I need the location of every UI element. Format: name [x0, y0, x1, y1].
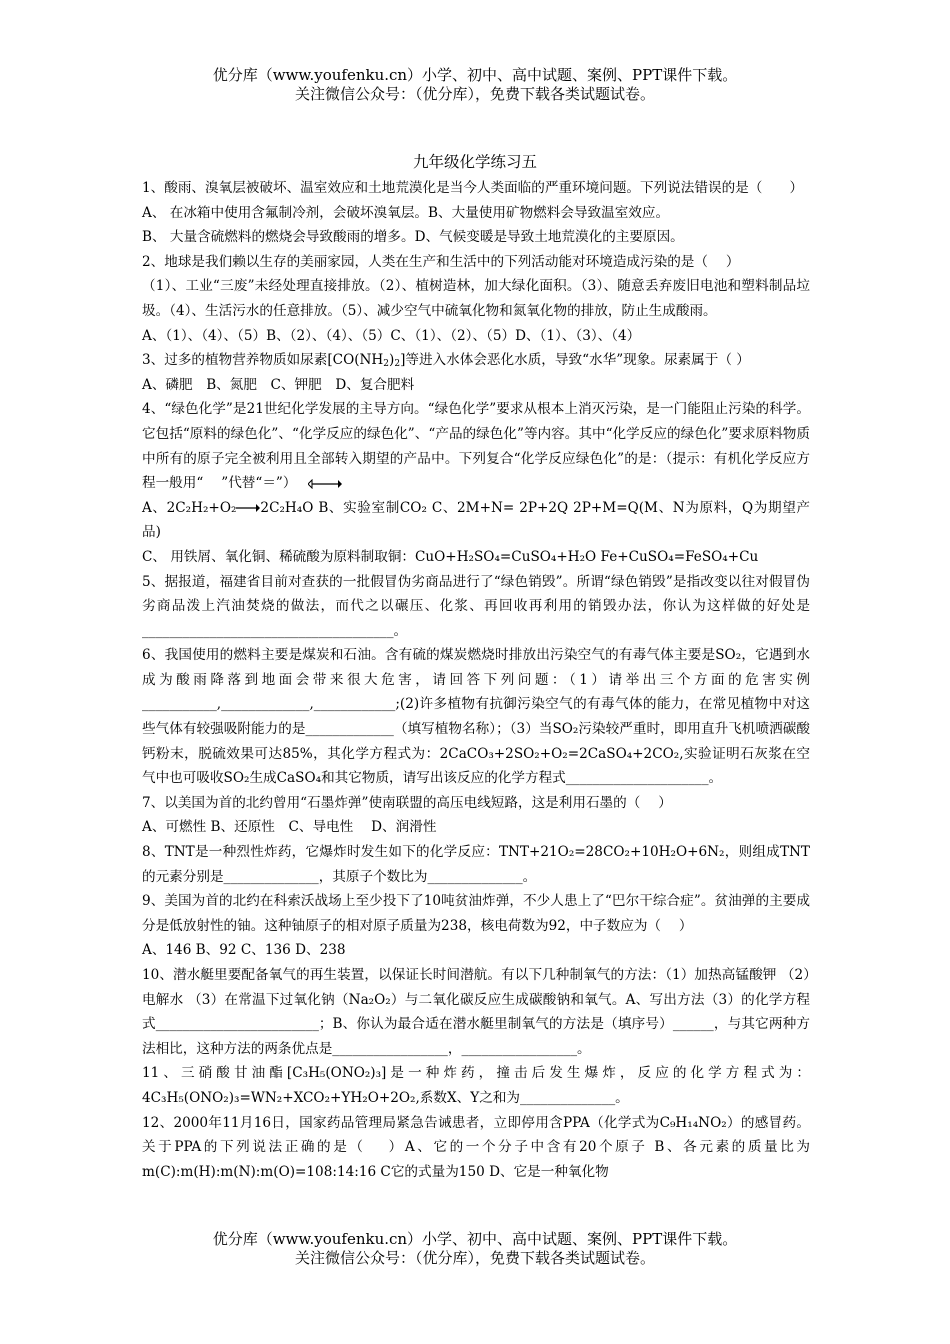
reaction-arrow-icon	[308, 479, 342, 489]
document-body	[142, 176, 810, 1184]
q12-text: 12、2000年11月16日，国家药品管理局紧急告诫患者，立即停用含PPA（化学式为C₉H₁₄NO₂）的感冒药。关于PPA的下列说法正确的是（ ）A、它的一个分子中含有20个原子 B、各元素的质量比为m(C):m(H):m(N):m(O)=108:14:16 C它的式量为150 D、它是一种氧化物	[142, 1114, 810, 1180]
q11-text: 11、三硝酸甘油酯[C₃H₅(ONO₂)₃]是一种炸药，撞击后发生爆炸，反应的化学方程式为：4C₃H₅(ONO₂)₃=WN₂+XCO₂+YH₂O+2O₂,系数X、Y之和为______________。	[142, 1065, 810, 1106]
footer-line-1: 优分库（www.youfenku.cn）小学、初中、高中试题、案例、PPT课件下载。	[212, 1230, 738, 1248]
q1-options-ab: A、 在冰箱中使用含氟制冷剂，会破坏溴氧层。B、大量使用矿物燃料会导致温室效应。	[142, 204, 670, 221]
q8-text: 8、TNT是一种烈性炸药，它爆炸时发生如下的化学反应：TNT+21O₂=28CO₂+10H₂O+6N₂，则组成TNT的元素分别是______________，其原子个数比为______________。	[142, 844, 810, 885]
q3-options: A、磷肥 B、氮肥 C、钾肥 D、复合肥料	[142, 376, 415, 393]
footer-line-2: 关注微信公众号：（优分库），免费下载各类试题试卷。	[294, 1249, 655, 1267]
q4-option-a: A、2C₂H₂+O₂ 2C₂H₄O B、实验室制CO₂ C、2M+N= 2P+2Q 2P+M=Q(M、N为原料，Q为期望产品)	[142, 499, 810, 541]
reaction-arrow-icon	[236, 503, 260, 513]
q2-stem: 2、地球是我们赖以生存的美丽家园，人类在生产和生活中的下列活动能对环境造成污染的是（ ）	[142, 253, 740, 270]
header-line-2: 关注微信公众号：（优分库），免费下载各类试题试卷。	[294, 85, 655, 103]
q1-stem: 1、酸雨、溴氧层被破坏、温室效应和土地荒漠化是当今人类面临的严重环境问题。下列说法错误的是（ ）	[142, 180, 804, 196]
page-title: 九年级化学练习五	[412, 153, 537, 171]
q6-text: 6、我国使用的燃料主要是煤炭和石油。含有硫的煤炭燃烧时排放出污染空气的有毒气体主要是SO₂，它遇到水成为酸雨降落到地面会带来很大危害，请回答下列问题：（1）请举出三个方面的危害实例___________,_____________,____________;(2)许多植物有抗御污染空气的有毒气体的能力，在常见植物中对这些气体有较强吸附能力的是_____________（填写植物名称）；（3）当SO₂污染较严重时，即用直升飞机喷洒碳酸钙粉末，脱硫效果可达85%，其化学方程式为：2CaCO₃+2SO₂+O₂=2CaSO₄+2CO₂,实验证明石灰浆在空气中也可吸收SO₂生成CaSO₄和其它物质，请写出该反应的化学方程式_____________________。	[142, 647, 810, 787]
q10-text: 10、潜水艇里要配备氧气的再生装置，以保证长时间潜航。有以下几种制氧气的方法：（1）加热高锰酸钾 （2）电解水 （3）在常温下过氧化钠（Na₂O₂）与二氧化碳反应生成碳酸钠和氧气。A、写出方法（3）的化学方程式________________________；B、你认为最合适在潜水艇里制氧气的方法是（填序号）______，与其它两种方法相比，这种方法的两条优点是_________________，_________________。	[142, 967, 810, 1057]
q9-options: A、146 B、92 C、136 D、238	[142, 942, 346, 959]
page-footer	[0, 1230, 950, 1268]
q9-stem: 9、美国为首的北约在科索沃战场上至少投下了10吨贫油炸弹，不少人患上了“巴尔干综合症”。贫油弹的主要成分是低放射性的铀。这种铀原子的相对原子质量为238，核电荷数为92，中子数应为（ ）	[142, 893, 810, 934]
page-header	[0, 66, 950, 104]
header-line-1: 优分库（www.youfenku.cn）小学、初中、高中试题、案例、PPT课件下载。	[212, 66, 738, 84]
q4-stem: 4、“绿色化学”是21世纪化学发展的主导方向。“绿色化学”要求从根本上消灭污染，是一门能阻止污染的科学。它包括“原料的绿色化”、“化学反应的绿色化”、“产品的绿色化”等内容。其中“化学反应的绿色化”要求原料物质中所有的原子完全被利用且全部转入期望的产品中。下列复合“化学反应绿色化”的是：（提示：有机化学反应方程一般用“ ”代替“＝”）	[142, 401, 810, 492]
q7-stem: 7、以美国为首的北约曾用“石墨炸弹”使南联盟的高压电线短路，这是利用石墨的（ ）	[142, 794, 672, 811]
q7-options: A、可燃性 B、还原性 C、导电性 D、润滑性	[142, 819, 437, 836]
q1-options-cd: B、 大量含硫燃料的燃烧会导致酸雨的增多。D、气候变暖是导致土地荒漠化的主要原因。	[142, 229, 684, 246]
q3-stem: 3、过多的植物营养物质如尿素$[CO(NH_2)_2]$等进入水体会恶化水质，导致“水华”现象。尿素属于（ ）	[142, 352, 750, 370]
q2-options: A、（1）、（4）、（5）B、（2）、（4）、（5）C、（1）、（2）、（5）D、（1）、（3）、（4）	[142, 327, 641, 344]
q4-option-c: C、 用铁屑、氧化铜、稀硫酸为原料制取铜：CuO+H₂SO₄=CuSO₄+H₂O Fe+CuSO₄=FeSO₄+Cu	[142, 548, 759, 565]
q2-items: （1）、工业“三废”未经处理直接排放。（2）、植树造林，加大绿化面积。（3）、随意丢弃废旧电池和塑料制品垃圾。（4）、生活污水的任意排放。（5）、减少空气中硫氧化物和氮氧化物的排放，防止生成酸雨。	[142, 278, 810, 319]
q5-text: 5、据报道，福建省目前对查获的一批假冒伪劣商品进行了“绿色销毁”。所谓“绿色销毁”是指改变以往对假冒伪劣商品泼上汽油焚烧的做法，而代之以碾压、化浆、再回收再利用的销毁办法，你认为这样做的好处是_____________________________________。	[142, 573, 810, 639]
